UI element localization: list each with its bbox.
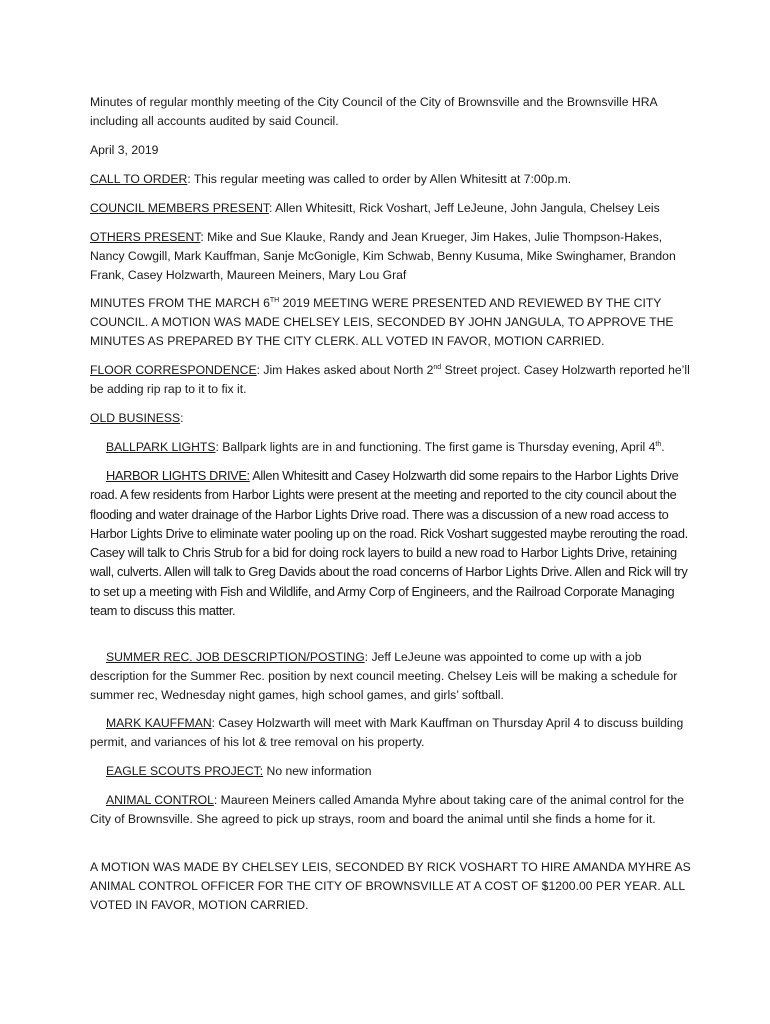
- harbor-lights-label: HARBOR LIGHTS DRIVE:: [106, 468, 250, 483]
- eagle-scouts-label: EAGLE SCOUTS PROJECT:: [106, 764, 264, 778]
- previous-minutes-part1: MINUTES FROM THE MARCH 6: [90, 296, 270, 310]
- summer-rec-label: SUMMER REC. JOB DESCRIPTION/POSTING: [106, 650, 365, 664]
- old-business-label: OLD BUSINESS: [90, 411, 181, 425]
- others-present-text: : Mike and Sue Klauke, Randy and Jean Krueger, Jim Hakes, Julie Thompson-Hakes, Nancy Cowgill, Mark Kauffman, Sanje McGonigle, Kim Schwab, Benny Kusuma, Mike Swinghamer, Brandon Frank, Casey Holzwarth, Maureen Meiners, Mary Lou Graf: [90, 230, 676, 282]
- document-heading: Minutes of regular monthly meeting of the City Council of the City of Brownsville and the Brownsville HRA including all accounts audited by said Council.: [90, 95, 657, 128]
- old-business: [90, 409, 696, 428]
- council-members-label: COUNCIL MEMBERS PRESENT: [90, 201, 270, 215]
- ballpark-lights-label: BALLPARK LIGHTS: [106, 440, 216, 454]
- mark-kauffman: [90, 714, 696, 752]
- ballpark-lights-sup: th: [655, 440, 662, 448]
- animal-control-motion: A MOTION WAS MADE BY CHELSEY LEIS, SECONDED BY RICK VOSHART TO HIRE AMANDA MYHRE AS ANIMAL CONTROL OFFICER FOR THE CITY OF BROWNSVILLE AT A COST OF $1200.00 PER YEAR. ALL VOTED IN FAVOR, MOTION CARRIED.: [90, 860, 691, 912]
- others-present-label: OTHERS PRESENT: [90, 230, 201, 244]
- meeting-date: April 3, 2019: [90, 143, 159, 157]
- summer-rec: [90, 648, 696, 705]
- ballpark-lights: [90, 438, 696, 457]
- mark-kauffman-text: : Casey Holzwarth will meet with Mark Kauffman on Thursday April 4 to discuss building permit, and variances of his lot & tree removal on his property.: [90, 716, 684, 749]
- floor-correspondence-part1: : Jim Hakes asked about North 2: [256, 363, 434, 377]
- animal-control: [90, 791, 696, 829]
- animal-control-label: ANIMAL CONTROL: [106, 793, 214, 807]
- previous-minutes-part2: 2019 MEETING WERE PRESENTED AND REVIEWED BY THE CITY COUNCIL. A MOTION WAS MADE CHELSEY LEIS, SECONDED BY JOHN JANGULA, TO APPROVE THE MINUTES AS PREPARED BY THE CITY CLERK. ALL VOTED IN FAVOR, MOTION CARRIED.: [90, 296, 674, 348]
- call-to-order-label: CALL TO ORDER: [90, 172, 188, 186]
- floor-correspondence-label: FLOOR CORRESPONDENCE: [90, 363, 257, 377]
- floor-correspondence: [90, 361, 696, 399]
- mark-kauffman-label: MARK KAUFFMAN: [106, 716, 212, 730]
- previous-minutes-sup: TH: [269, 296, 280, 304]
- harbor-lights-text: Allen Whitesitt and Casey Holzwarth did some repairs to the Harbor Lights Drive road. A few residents from Harbor Lights were present at the meeting and reported to the city council about the flooding and water drainage of the Harbor Lights Drive road. There was a discussion of a new road access to Harbor Lights Drive to eliminate water pooling up on the road. Rick Voshart suggested maybe rerouting the road. Casey will talk to Chris Strub for a bid for doing rock layers to build a new road to Harbor Lights Drive, retaining wall, culverts. Allen will talk to Greg Davids about the road concerns of Harbor Lights Drive. Allen and Rick will try to set up a meeting with Fish and Wildlife, and Army Corp of Engineers, and the Railroad Corporate Managing team to discuss this matter.: [90, 468, 688, 619]
- ballpark-lights-part1: : Ballpark lights are in and functioning. The first game is Thursday evening, April 4: [215, 440, 656, 454]
- call-to-order: [90, 170, 696, 189]
- animal-control-text: : Maureen Meiners called Amanda Myhre about taking care of the animal control for the City of Brownsville. She agreed to pick up strays, room and board the animal until she finds a home for it.: [90, 793, 685, 826]
- council-members-present: [90, 199, 696, 218]
- old-business-colon: :: [180, 411, 184, 425]
- council-members-text: : Allen Whitesitt, Rick Voshart, Jeff LeJeune, John Jangula, Chelsey Leis: [269, 201, 660, 215]
- eagle-scouts-project: [90, 762, 696, 781]
- others-present: [90, 228, 696, 285]
- harbor-lights-drive: [90, 466, 696, 620]
- ballpark-lights-part2: .: [661, 440, 665, 454]
- call-to-order-text: : This regular meeting was called to order by Allen Whitesitt at 7:00p.m.: [187, 172, 572, 186]
- summer-rec-text: : Jeff LeJeune was appointed to come up with a job description for the Summer Rec. position by next council meeting. Chelsey Leis will be making a schedule for summer rec, Wednesday night games, high school games, and girls’ softball.: [90, 650, 678, 702]
- previous-minutes: [90, 294, 696, 351]
- floor-correspondence-sup: nd: [433, 363, 442, 371]
- eagle-scouts-text: No new information: [263, 764, 372, 778]
- floor-correspondence-part2: Street project. Casey Holzwarth reported he’ll be adding rip rap to it to fix it.: [90, 363, 690, 396]
